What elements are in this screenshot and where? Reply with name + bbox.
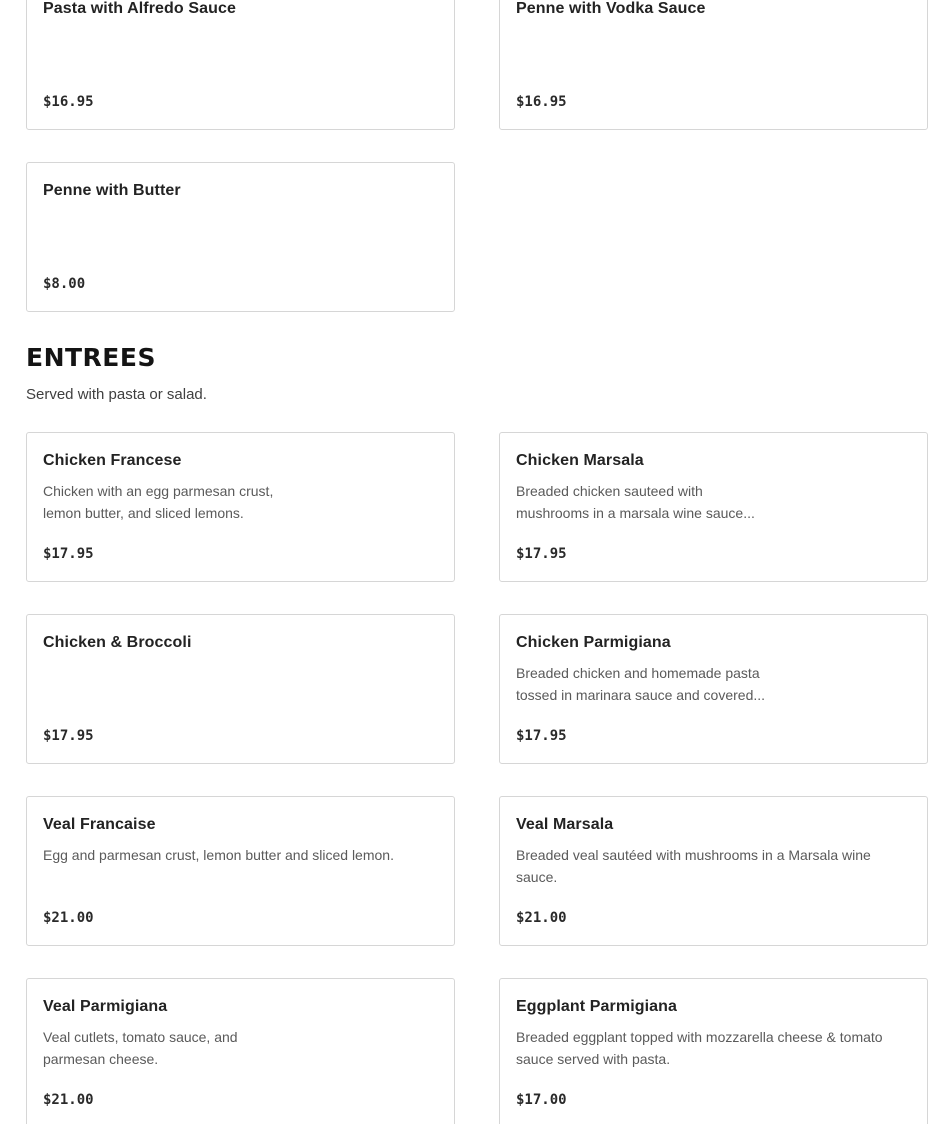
- menu-item-card[interactable]: [26, 432, 455, 582]
- description-line: parmesan cheese.: [43, 1051, 159, 1067]
- menu-item-card[interactable]: [499, 614, 928, 764]
- menu-item-name: Chicken Marsala: [516, 452, 644, 469]
- menu-item-name: Penne with Vodka Sauce: [516, 0, 706, 17]
- menu-item-description: [516, 480, 755, 524]
- menu-item-description: [43, 480, 273, 524]
- menu-item-price: $17.00: [516, 1092, 567, 1108]
- menu-item-card[interactable]: [26, 162, 455, 312]
- menu-item-price: $17.95: [516, 728, 567, 744]
- menu-item-card[interactable]: [499, 432, 928, 582]
- description-line: sauce.: [516, 869, 558, 885]
- menu-item-card[interactable]: [499, 796, 928, 946]
- description-line: Chicken with an egg parmesan crust,: [43, 483, 274, 499]
- menu-item-price: $16.95: [516, 94, 567, 110]
- description-line: Breaded chicken sauteed with: [516, 483, 703, 499]
- menu-item-description: [516, 662, 765, 706]
- menu-item-name: Eggplant Parmigiana: [516, 998, 678, 1015]
- menu-item-price: $21.00: [516, 910, 567, 926]
- menu-item-name: Chicken Parmigiana: [516, 634, 671, 651]
- menu-item-name: Chicken & Broccoli: [43, 634, 192, 651]
- description-line: Breaded eggplant topped with mozzarella cheese & tomato: [516, 1029, 883, 1045]
- menu-item-description: [516, 1026, 883, 1070]
- menu-item-name: Veal Parmigiana: [43, 998, 168, 1015]
- section-title: ENTREES: [26, 343, 156, 372]
- menu-item-price: $17.95: [43, 728, 94, 744]
- description-line: mushrooms in a marsala wine sauce...: [516, 505, 755, 521]
- menu-item-card[interactable]: [26, 614, 455, 764]
- menu-item-price: $17.95: [43, 546, 94, 562]
- description-line: Egg and parmesan crust, lemon butter and sliced lemon.: [43, 847, 394, 863]
- section-subtitle: Served with pasta or salad.: [26, 386, 207, 403]
- menu-item-description: [516, 844, 871, 888]
- description-line: lemon butter, and sliced lemons.: [43, 505, 244, 521]
- description-line: Breaded chicken and homemade pasta: [516, 665, 760, 681]
- menu-item-description: [43, 844, 394, 866]
- menu-item-card[interactable]: [26, 0, 455, 130]
- menu-item-price: $16.95: [43, 94, 94, 110]
- menu-item-price: $21.00: [43, 1092, 94, 1108]
- menu-item-price: $8.00: [43, 276, 86, 292]
- description-line: sauce served with pasta.: [516, 1051, 671, 1067]
- menu-item-price: $17.95: [516, 546, 567, 562]
- description-line: Veal cutlets, tomato sauce, and: [43, 1029, 238, 1045]
- menu-item-name: Veal Francaise: [43, 816, 156, 833]
- menu-item-name: Pasta with Alfredo Sauce: [43, 0, 236, 17]
- menu-item-card[interactable]: [499, 0, 928, 130]
- menu-item-name: Chicken Francese: [43, 452, 182, 469]
- description-line: Breaded veal sautéed with mushrooms in a Marsala wine: [516, 847, 871, 863]
- description-line: tossed in marinara sauce and covered...: [516, 687, 766, 703]
- menu-item-name: Penne with Butter: [43, 182, 181, 199]
- menu-item-card[interactable]: [26, 978, 455, 1124]
- menu-item-price: $21.00: [43, 910, 94, 926]
- menu-item-name: Veal Marsala: [516, 816, 614, 833]
- menu-item-description: [43, 1026, 238, 1070]
- menu-item-card[interactable]: [26, 796, 455, 946]
- menu-item-card[interactable]: [499, 978, 928, 1124]
